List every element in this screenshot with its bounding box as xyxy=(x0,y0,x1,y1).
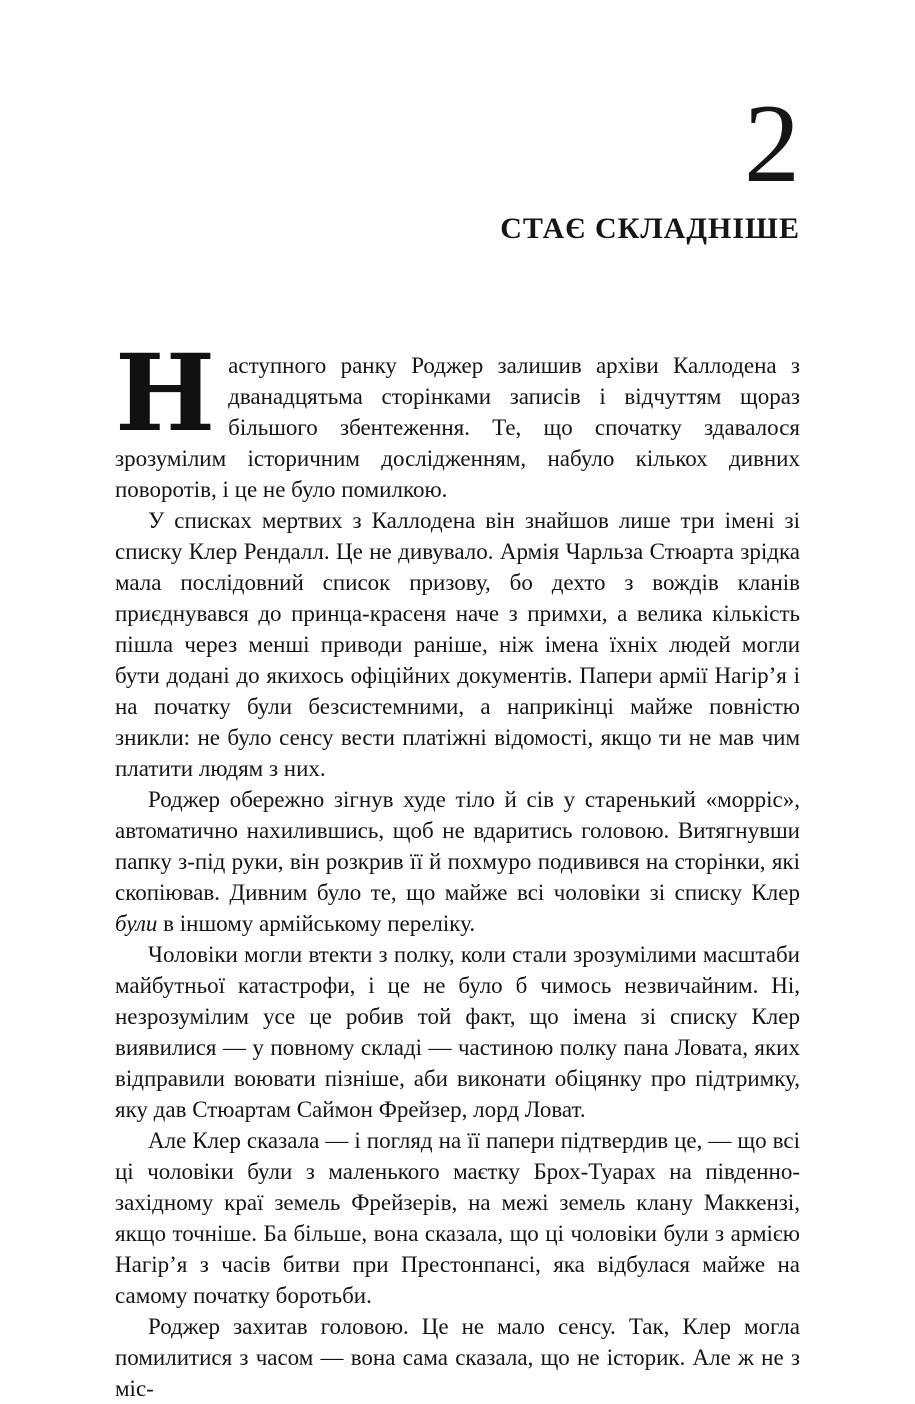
paragraph-3-text-before: Роджер обережно зігнув худе тіло й сів у старенький «морріс», автоматично нахилившись, щоб не вдаритись головою. Витягнувши папку з-під руки, він розкрив її й похмуро подивився на сторінки, які скопіював. Дивним було те, що майже всі чоловіки зі списку Клер xyxy=(115,787,800,905)
chapter-title: СТАЄ СКЛАДНІШЕ xyxy=(500,212,800,245)
paragraph-3-text-after: в іншому армійському переліку. xyxy=(157,911,476,936)
paragraph-3-italic-word: були xyxy=(115,911,158,936)
drop-cap: Н xyxy=(115,330,216,455)
paragraph-6: Роджер захитав головою. Це не мало сенсу. Так, Клер могла помилитися з часом — вона сама сказала, що не історик. Але ж не з міс- xyxy=(115,1314,800,1401)
chapter-number: 2 xyxy=(744,82,800,206)
paragraph-5: Але Клер сказала — і погляд на її папери підтвердив це, — що всі ці чоловіки були з маленького маєтку Брох-Туарах на південно-західному краї земель Фрейзерів, на межі земель клану Маккензі, якщо точніше. Ба більше, вона сказала, що ці чоловіки були з армією Нагір’я з часів битви при Престонпансі, яка відбулася майже на самому початку боротьби. xyxy=(115,1128,800,1308)
paragraph-3 xyxy=(115,784,800,939)
chapter-body xyxy=(115,330,800,1404)
paragraph-4: Чоловіки могли втекти з полку, коли стали зрозумілими масштаби майбутньої катастрофи, і це не було б чимось незвичайним. Ні, незрозумілим усе це робив той факт, що імена зі списку Клер виявилися — у повному складі — частиною полку пана Ловата, яких відправили воювати пізніше, аби виконати обіцянку про підтримку, яку дав Стюартам Саймон Фрейзер, лорд Ловат. xyxy=(115,942,800,1122)
paragraph-1 xyxy=(115,330,800,505)
paragraph-2: У списках мертвих з Каллодена він знайшов лише три імені зі списку Клер Рендалл. Це не дивувало. Армія Чарльза Стюарта зрідка мала послідовний список призову, бо дехто з вождів кланів приєднувався до принца-красеня наче з примхи, а велика кількість пішла через менші приводи раніше, ніж імена їхніх людей могли бути додані до якихось офіційних документів. Папери армії Нагір’я і на початку були безсистемними, а наприкінці майже повністю зникли: не було сенсу вести платіжні відомості, якщо ти не мав чим платити людям з них. xyxy=(115,508,800,781)
chapter-header xyxy=(115,0,800,246)
paragraph-1-text: аступного ранку Роджер залишив архіви Каллодена з дванадцятьма сторінками записів і відчуттям щораз більшого збентеження. Те, що спочатку здавалося зрозумілим історичним дослідженням, набуло кількох дивних поворотів, і це не було помилкою. xyxy=(115,353,800,502)
